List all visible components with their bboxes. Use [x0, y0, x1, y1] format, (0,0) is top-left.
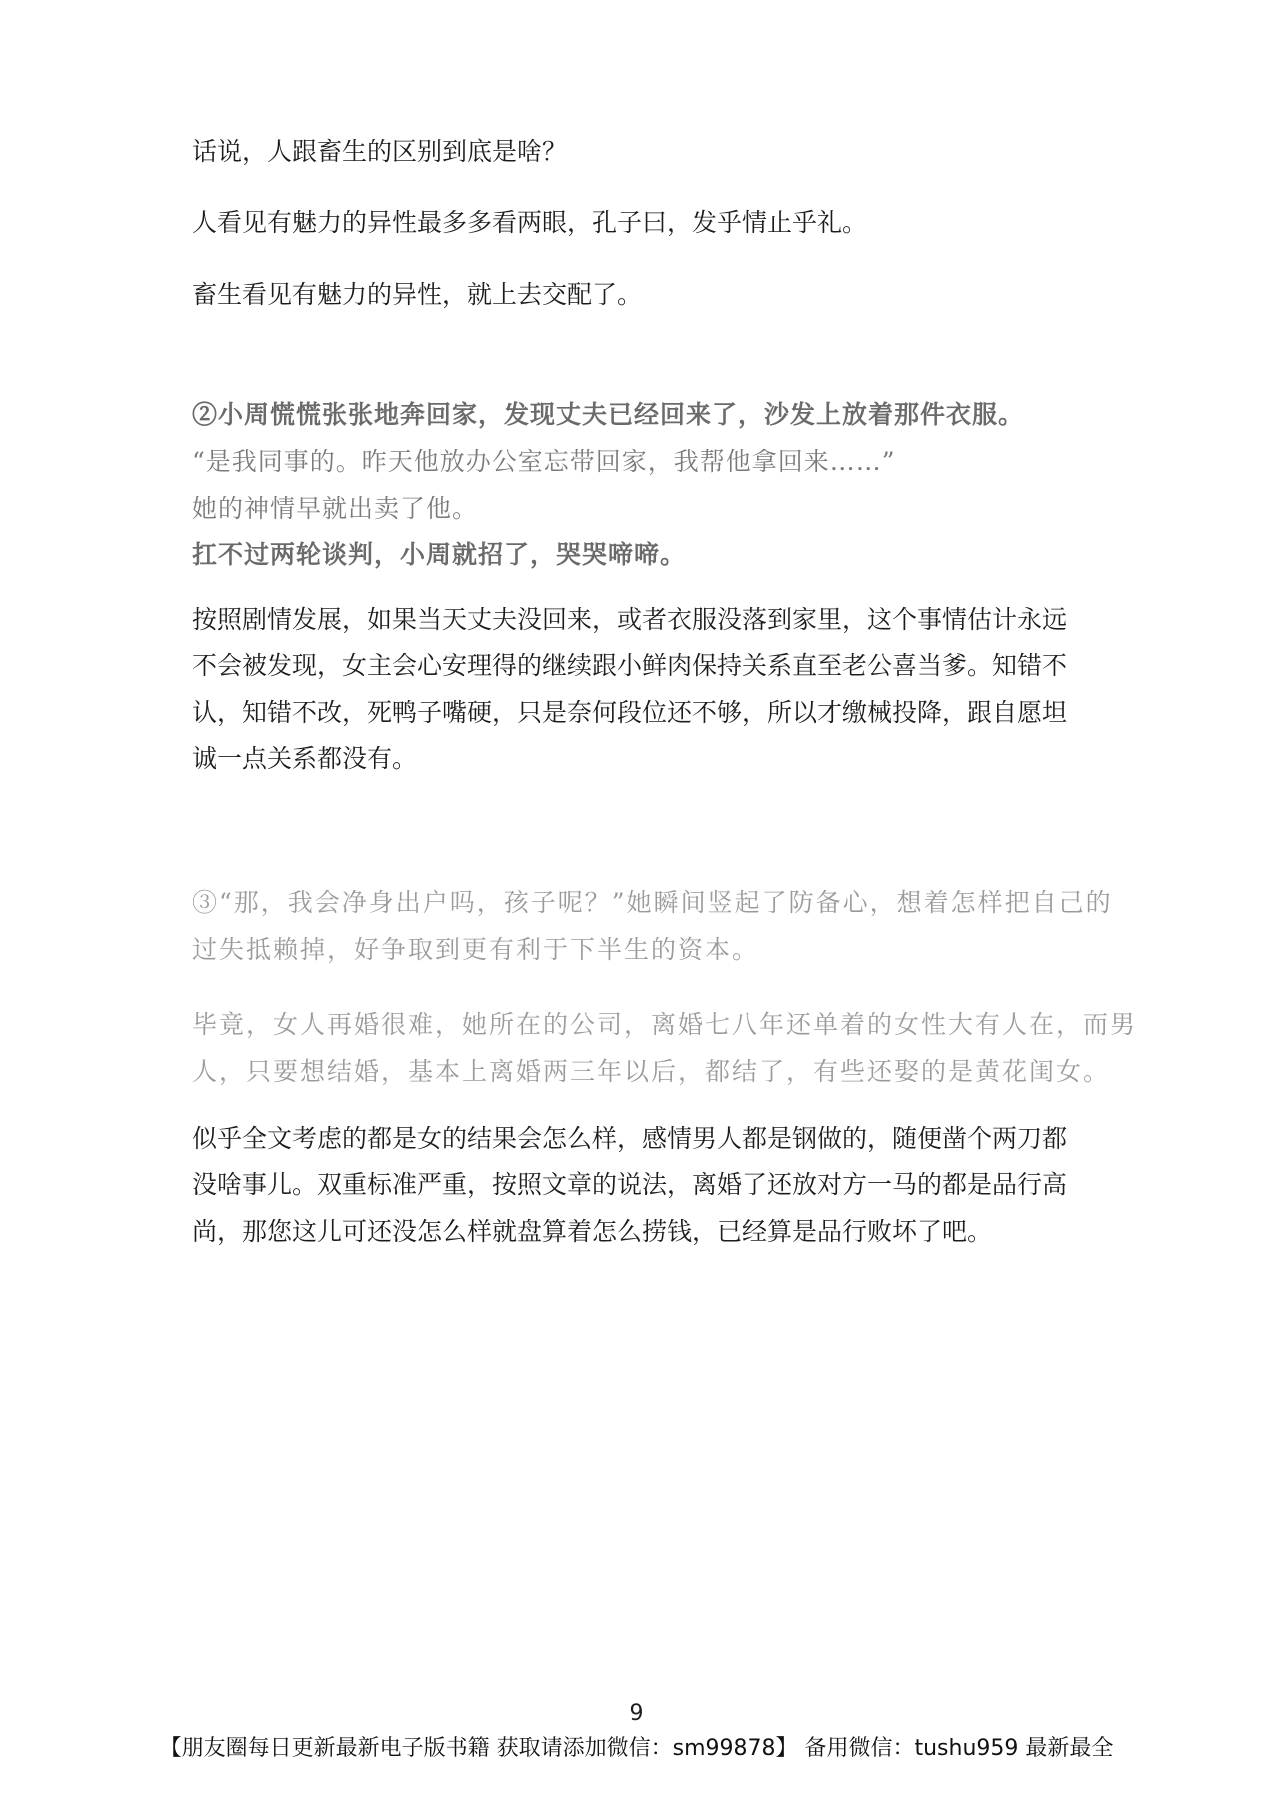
paragraph-line: 按照剧情发展，如果当天丈夫没回来，或者衣服没落到家里，这个事情估计永远 — [192, 605, 1068, 634]
quote-line: ③“那，我会净身出户吗，孩子呢？”她瞬间竖起了防备心，想着怎样把自己的 — [192, 888, 1113, 917]
quote-line: 她的神情早就出卖了他。 — [192, 494, 479, 523]
quote-line: 扛不过两轮谈判，小周就招了，哭哭啼啼。 — [192, 540, 687, 569]
paragraph-human: 人看见有魅力的异性最多多看两眼，孔子曰，发乎情止乎礼。 — [192, 208, 868, 237]
quote-line: 毕竟，女人再婚很难，她所在的公司，离婚七八年还单着的女性大有人在，而男 — [192, 1010, 1138, 1039]
paragraph-line: 似乎全文考虑的都是女的结果会怎么样，感情男人都是钢做的，随便凿个两刀都 — [192, 1124, 1068, 1153]
paragraph-line: 诚一点关系都没有。 — [192, 744, 418, 773]
page-number: 9 — [629, 1701, 644, 1726]
paragraph-line: 没啥事儿。双重标准严重，按照文章的说法，离婚了还放对方一马的都是品行高 — [192, 1170, 1068, 1199]
quote-line: ②小周慌慌张张地奔回家，发现丈夫已经回来了，沙发上放着那件衣服。 — [192, 400, 1025, 429]
quote-line: 过失抵赖掉，好争取到更有利于下半生的资本。 — [192, 935, 760, 964]
paragraph-line: 不会被发现，女主会心安理得的继续跟小鲜肉保持关系直至老公喜当爹。知错不 — [192, 651, 1068, 680]
paragraph-animal: 畜生看见有魅力的异性，就上去交配了。 — [192, 280, 643, 309]
quote-line: “是我同事的。昨天他放办公室忘带回家，我帮他拿回来……” — [192, 447, 896, 476]
paragraph-question: 话说，人跟畜生的区别到底是啥？ — [192, 137, 568, 166]
paragraph-line: 认，知错不改，死鸭子嘴硬，只是奈何段位还不够，所以才缴械投降，跟自愿坦 — [192, 698, 1068, 727]
paragraph-line: 尚，那您这儿可还没怎么样就盘算着怎么捞钱，已经算是品行败坏了吧。 — [192, 1217, 993, 1246]
quote-line: 人，只要想结婚，基本上离婚两三年以后，都结了，有些还娶的是黄花闺女。 — [192, 1057, 1111, 1086]
footer-note: 【朋友圈每日更新最新电子版书籍 获取请添加微信：sm99878】 备用微信：tushu959 最新最全 — [159, 1736, 1114, 1761]
